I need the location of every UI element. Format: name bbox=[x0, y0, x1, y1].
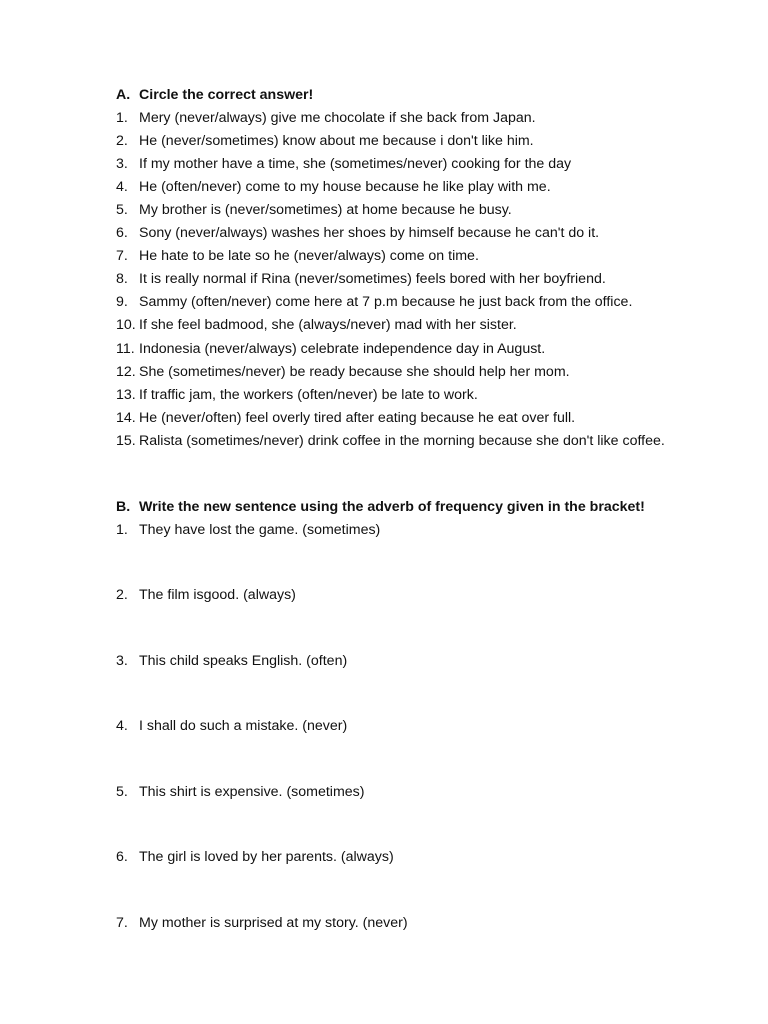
section-b-item bbox=[116, 849, 394, 865]
section-b-heading bbox=[116, 499, 645, 515]
item-number: 13. bbox=[116, 387, 136, 403]
item-number: 6. bbox=[116, 225, 128, 241]
section-a-item bbox=[116, 271, 606, 287]
item-text: Mery (never/always) give me chocolate if she back from Japan. bbox=[139, 110, 536, 126]
section-b-item bbox=[116, 522, 380, 538]
item-text: If traffic jam, the workers (often/never) be late to work. bbox=[139, 387, 478, 403]
item-number: 11. bbox=[116, 341, 135, 357]
section-a-item bbox=[116, 387, 478, 403]
item-number: 7. bbox=[116, 915, 128, 931]
item-text: My mother is surprised at my story. (never) bbox=[139, 915, 408, 931]
item-number: 3. bbox=[116, 156, 128, 172]
item-number: 14. bbox=[116, 410, 136, 426]
section-a-mark: A. bbox=[116, 87, 131, 103]
item-text: My brother is (never/sometimes) at home because he busy. bbox=[139, 202, 512, 218]
item-number: 4. bbox=[116, 179, 128, 195]
item-number: 10. bbox=[116, 317, 136, 333]
section-b-item bbox=[116, 653, 347, 669]
item-number: 15. bbox=[116, 433, 136, 449]
item-number: 4. bbox=[116, 718, 128, 734]
section-b-title: Write the new sentence using the adverb of frequency given in the bracket! bbox=[139, 499, 645, 515]
item-text: He (never/often) feel overly tired after eating because he eat over full. bbox=[139, 410, 576, 426]
item-text: If she feel badmood, she (always/never) mad with her sister. bbox=[139, 317, 517, 333]
section-b-item bbox=[116, 915, 408, 931]
section-b-item bbox=[116, 784, 364, 800]
item-text: He (never/sometimes) know about me because i don't like him. bbox=[139, 133, 534, 149]
item-number: 1. bbox=[116, 522, 128, 538]
item-text: This child speaks English. (often) bbox=[139, 653, 348, 669]
section-a-item bbox=[116, 156, 571, 172]
item-number: 2. bbox=[116, 133, 128, 149]
item-text: The film isgood. (always) bbox=[139, 587, 296, 603]
item-number: 9. bbox=[116, 294, 128, 310]
section-a-item bbox=[116, 433, 665, 449]
section-b-mark: B. bbox=[116, 499, 131, 515]
item-number: 3. bbox=[116, 653, 128, 669]
section-a-heading bbox=[116, 87, 313, 103]
item-text: She (sometimes/never) be ready because she should help her mom. bbox=[139, 364, 570, 380]
item-number: 8. bbox=[116, 271, 128, 287]
section-b-item bbox=[116, 587, 296, 603]
section-a-item bbox=[116, 133, 534, 149]
section-a-item bbox=[116, 317, 517, 333]
section-a-item bbox=[116, 202, 512, 218]
section-a-item bbox=[116, 410, 575, 426]
section-b-item bbox=[116, 718, 347, 734]
section-a-item bbox=[116, 341, 545, 357]
item-text: He (often/never) come to my house because he like play with me. bbox=[139, 179, 551, 195]
section-a-item bbox=[116, 364, 570, 380]
item-text: Sammy (often/never) come here at 7 p.m because he just back from the office. bbox=[139, 294, 633, 310]
section-a-item bbox=[116, 225, 599, 241]
item-text: They have lost the game. (sometimes) bbox=[139, 522, 381, 538]
section-a-title: Circle the correct answer! bbox=[139, 87, 314, 103]
item-text: This shirt is expensive. (sometimes) bbox=[139, 784, 365, 800]
item-number: 5. bbox=[116, 784, 128, 800]
item-text: If my mother have a time, she (sometimes/never) cooking for the day bbox=[139, 156, 572, 172]
item-number: 7. bbox=[116, 248, 128, 264]
item-text: Indonesia (never/always) celebrate independence day in August. bbox=[139, 341, 546, 357]
item-number: 12. bbox=[116, 364, 136, 380]
section-a-item bbox=[116, 179, 551, 195]
item-text: It is really normal if Rina (never/sometimes) feels bored with her boyfriend. bbox=[139, 271, 606, 287]
item-number: 1. bbox=[116, 110, 128, 126]
item-text: The girl is loved by her parents. (always) bbox=[139, 849, 394, 865]
item-number: 5. bbox=[116, 202, 128, 218]
item-text: Ralista (sometimes/never) drink coffee in the morning because she don't like coffee. bbox=[139, 433, 665, 449]
item-number: 6. bbox=[116, 849, 128, 865]
section-a-item bbox=[116, 294, 632, 310]
item-text: I shall do such a mistake. (never) bbox=[139, 718, 348, 734]
item-number: 2. bbox=[116, 587, 128, 603]
item-text: He hate to be late so he (never/always) come on time. bbox=[139, 248, 479, 264]
section-a-item bbox=[116, 248, 479, 264]
section-a-item bbox=[116, 110, 536, 126]
item-text: Sony (never/always) washes her shoes by himself because he can't do it. bbox=[139, 225, 600, 241]
